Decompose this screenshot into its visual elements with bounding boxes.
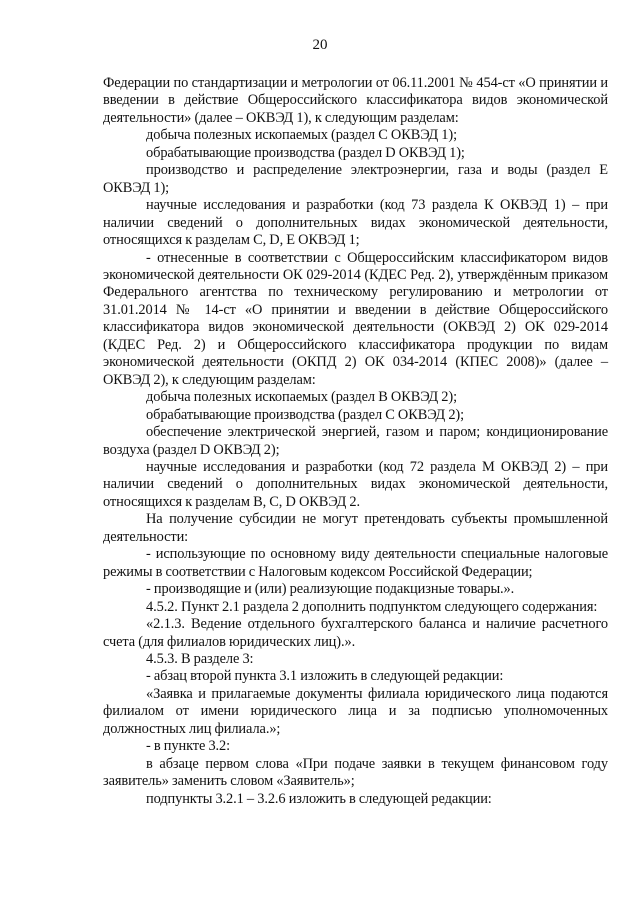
paragraph-research-code-73: научные исследования и разработки (код 73 раздела К ОКВЭД 1) – при наличии сведений о дополнительных видах экономической деятельности, относящихся к разделам С, D, Е ОКВЭД 1;	[103, 197, 608, 249]
paragraph-subclauses-3-2-1-3-2-6: подпункты 3.2.1 – 3.2.6 изложить в следующей редакции:	[146, 790, 492, 807]
paragraph-energy-supply-section-d: обеспечение электрической энергией, газом и паром; кондиционирование воздуха (раздел D ОКВЭД 2);	[103, 424, 608, 458]
paragraph-first-indent-replacement: в абзаце первом слова «При подаче заявки в текущем финансовом году заявитель» заменить словом «Заявитель»;	[103, 755, 608, 790]
paragraph-mining-section-c: добыча полезных ископаемых (раздел С ОКВЭД 1);	[146, 127, 457, 144]
paragraph-item-4-5-2: 4.5.2. Пункт 2.1 раздела 2 дополнить подпунктом следующего содержания:	[146, 598, 598, 615]
paragraph-clause-3-1: - абзац второй пункта 3.1 изложить в следующей редакции:	[146, 668, 504, 685]
paragraph-classifier-okved2-intro: - отнесенные в соответствии с Общероссийским классификатором видов экономической деятельности ОК 029-2014 (КДЕС Ред. 2), утверждённым приказом Федерального агентства по техническому регулированию и метрологии от 31.01.2014 № 14-ст «О принятии и введении в действие Общероссийского классификатора видов экономической деятельности (ОКВЭД 2) ОК 029-2014 (КДЕС Ред. 2) и Общероссийского классификатора продукции по видам экономической деятельности (ОКПД 2) ОК 034-2014 (КПЕС 2008)» (далее – ОКВЭД 2), к следующим разделам:	[103, 249, 608, 388]
paragraph-research-code-72: научные исследования и разработки (код 72 раздела М ОКВЭД 2) – при наличии сведений о дополнительных видах экономической деятельности, относящихся к разделам В, С, D ОКВЭД 2.	[103, 458, 608, 510]
page-number: 20	[312, 37, 328, 53]
paragraph-excise-goods: - производящие и (или) реализующие подакцизные товары.».	[146, 581, 515, 598]
paragraph-manufacturing-section-d: обрабатывающие производства (раздел D ОКВЭД 1);	[146, 144, 465, 161]
paragraph-subsidy-exclusions: На получение субсидии не могут претендовать субъекты промышленной деятельности:	[103, 511, 608, 545]
paragraph-classifier-okved1-intro: Федерации по стандартизации и метрологии от 06.11.2001 № 454-ст «О принятии и введении в действие Общероссийского классификатора видов экономической деятельности» (далее – ОКВЭД 1), к следующим разделам:	[103, 75, 608, 126]
paragraph-branch-application: «Заявка и прилагаемые документы филиала юридического лица подаются филиалом от имени юридического лица и за подписью уполномоченных должностных лиц филиала.»;	[103, 685, 608, 737]
paragraph-manufacturing-section-c: обрабатывающие производства (раздел С ОКВЭД 2);	[146, 406, 465, 423]
paragraph-clause-3-2: - в пункте 3.2:	[146, 738, 231, 755]
paragraph-mining-section-b: добыча полезных ископаемых (раздел В ОКВЭД 2);	[146, 389, 457, 406]
paragraph-electricity-section-e: производство и распределение электроэнергии, газа и воды (раздел Е ОКВЭД 1);	[103, 162, 608, 196]
document-body	[103, 75, 608, 808]
paragraph-item-2-1-3: «2.1.3. Ведение отдельного бухгалтерского баланса и наличие расчетного счета (для филиалов юридических лиц).».	[103, 616, 608, 650]
paragraph-item-4-5-3: 4.5.3. В разделе 3:	[146, 650, 254, 667]
paragraph-special-tax-regimes: - использующие по основному виду деятельности специальные налоговые режимы в соответствии с Налоговым кодексом Российской Федерации;	[103, 546, 608, 580]
